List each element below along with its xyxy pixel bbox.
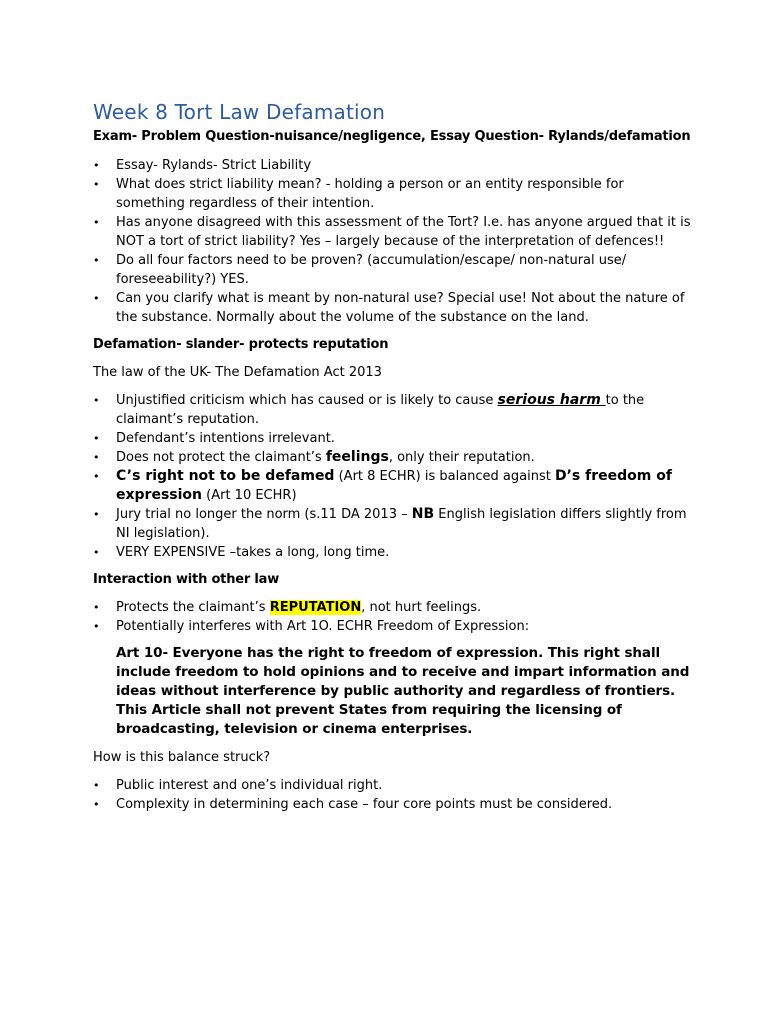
exam-line: Exam- Problem Question-nuisance/negligence, Essay Question- Rylands/defamation: [93, 129, 691, 144]
interaction-list: [93, 598, 693, 636]
rylands-list: [93, 156, 693, 327]
list-item: • VERY EXPENSIVE –takes a long, long time.: [93, 545, 390, 560]
art10-quote: Art 10- Everyone has the right to freedom of expression. This right shall include freedom to hold opinions and to receive and impart information and ideas without interference by public authority and regardless of frontiers. This Article shall not prevent States from requiring the licensing of broadcasting, television or cinema enterprises.: [116, 645, 690, 737]
page-title: Week 8 Tort Law Defamation: [93, 100, 386, 124]
list-item: • Potentially interferes with Art 1O. ECHR Freedom of Expression:: [93, 619, 530, 634]
feelings-emphasis: feelings: [325, 449, 389, 465]
list-item: • Protects the claimant’s REPUTATION, not hurt feelings.: [93, 600, 482, 615]
bullet-icon: •: [93, 292, 100, 305]
nb-emphasis: NB: [411, 506, 435, 522]
reputation-highlight: REPUTATION: [269, 600, 362, 615]
document-body: [93, 100, 693, 822]
list-item: • Do all four factors need to be proven? (accumulation/escape/ non-natural use/ foreseeability?) YES.: [93, 253, 627, 287]
balance-question: How is this balance struck?: [93, 750, 271, 765]
d-freedom-emphasis: D’s freedom of expression: [116, 468, 672, 503]
list-item: • Does not protect the claimant’s feelings, only their reputation.: [93, 449, 535, 465]
list-item: • C’s right not to be defamed (Art 8 ECHR) is balanced against D’s freedom of expression (Art 10 ECHR): [93, 468, 672, 503]
bullet-icon: •: [93, 254, 100, 267]
bullet-icon: •: [93, 620, 100, 633]
c-right-emphasis: C’s right not to be defamed: [116, 468, 335, 484]
bullet-icon: •: [93, 508, 100, 521]
bullet-icon: •: [93, 601, 100, 614]
list-item: • Unjustified criticism which has caused or is likely to cause serious harm to the claimant’s reputation.: [93, 392, 645, 427]
bullet-icon: •: [93, 178, 100, 191]
defamation-heading: Defamation- slander- protects reputation: [93, 337, 389, 352]
list-item: • Essay- Rylands- Strict Liability: [93, 158, 312, 173]
law-line: The law of the UK- The Defamation Act 2013: [93, 365, 382, 380]
interaction-heading: Interaction with other law: [93, 572, 280, 587]
bullet-icon: •: [93, 451, 100, 464]
balance-list: [93, 776, 693, 814]
bullet-icon: •: [93, 779, 100, 792]
bullet-icon: •: [93, 470, 100, 483]
list-item: • What does strict liability mean? - holding a person or an entity responsible for something regardless of their intention.: [93, 177, 624, 211]
serious-harm-emphasis: serious harm: [497, 392, 606, 408]
bullet-icon: •: [93, 394, 100, 407]
bullet-icon: •: [93, 159, 100, 172]
bullet-icon: •: [93, 432, 100, 445]
list-item: • Public interest and one’s individual right.: [93, 778, 383, 793]
bullet-icon: •: [93, 216, 100, 229]
defamation-list: [93, 391, 693, 562]
bullet-icon: •: [93, 546, 100, 559]
list-item: • Defendant’s intentions irrelevant.: [93, 431, 335, 446]
list-item: • Jury trial no longer the norm (s.11 DA 2013 – NB English legislation differs slightly from NI legislation).: [93, 506, 687, 541]
list-item: • Can you clarify what is meant by non-natural use? Special use! Not about the nature of the substance. Normally about the volume of the substance on the land.: [93, 291, 685, 325]
list-item: • Has anyone disagreed with this assessment of the Tort? I.e. has anyone argued that it is NOT a tort of strict liability? Yes – largely because of the interpretation of defences!!: [93, 215, 691, 249]
list-item: • Complexity in determining each case – four core points must be considered.: [93, 797, 613, 812]
bullet-icon: •: [93, 798, 100, 811]
